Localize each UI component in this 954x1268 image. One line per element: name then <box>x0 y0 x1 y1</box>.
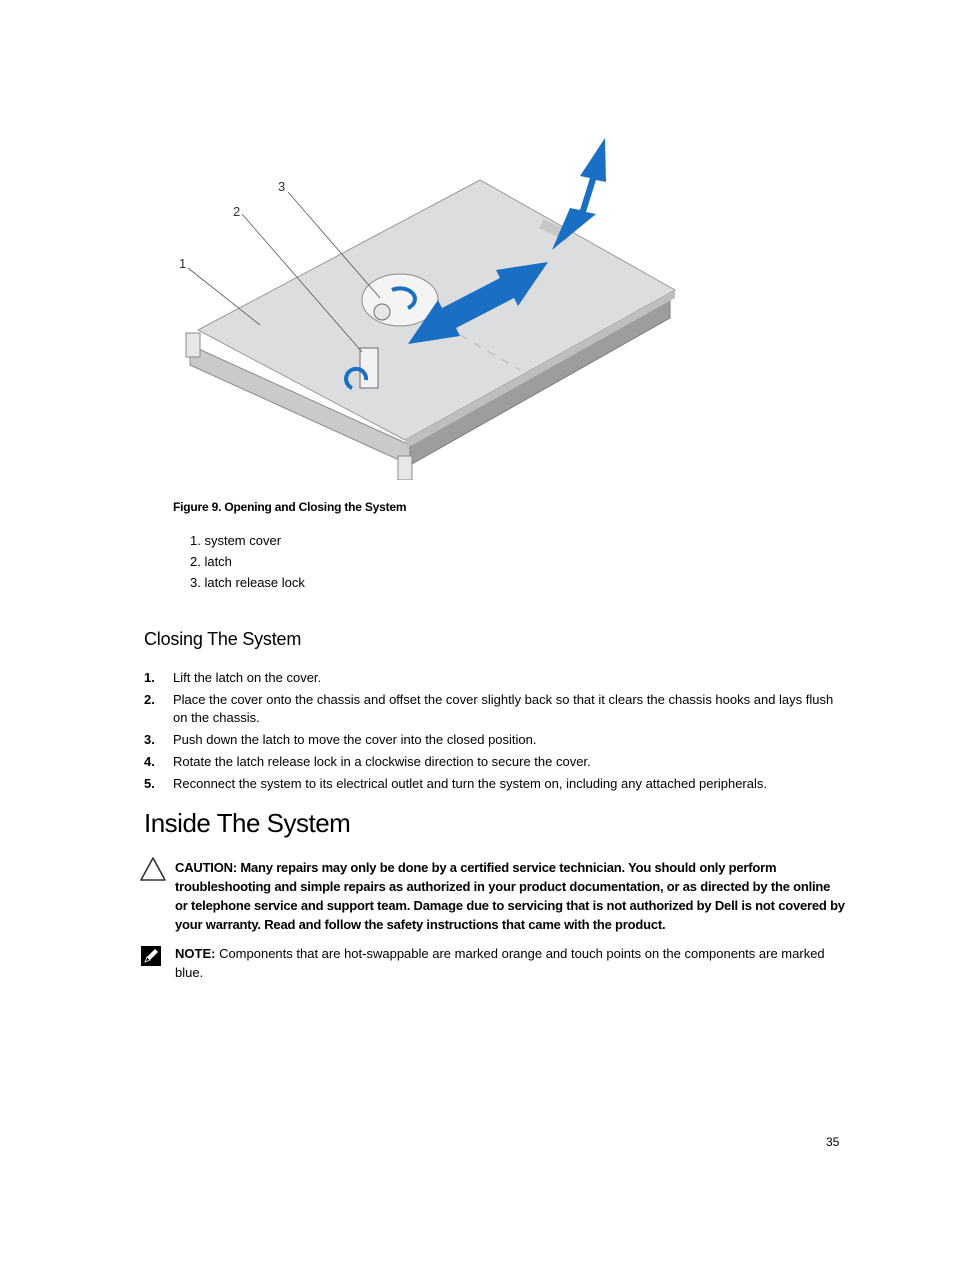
legend-item: 3. latch release lock <box>190 575 305 590</box>
step-number: 3. <box>144 732 155 747</box>
callout-2: 2 <box>233 204 241 219</box>
legend-item: 1. system cover <box>190 533 282 548</box>
closing-steps-list <box>144 669 844 797</box>
inside-heading: Inside The System <box>144 808 351 838</box>
step-text: Rotate the latch release lock in a clockwise direction to secure the cover. <box>173 754 591 769</box>
step-number: 1. <box>144 670 155 685</box>
step-number: 4. <box>144 754 155 769</box>
caution-text: CAUTION: Many repairs may only be done by a certified service technician. You should only perform troubleshooting and simple repairs as authorized in your product documentation, or as directed by the online or telephone service and support team. Damage due to servicing that is not authorized by Dell is not covered by your warranty. Read and follow the safety instructions that came with the product. <box>175 860 845 932</box>
lift-arrow-vertical <box>552 138 606 250</box>
step-text: Lift the latch on the cover. <box>173 670 322 685</box>
list-item <box>144 731 844 749</box>
note-body: Components that are hot-swappable are marked orange and touch points on the components are marked blue. <box>175 946 825 980</box>
list-item <box>144 753 844 771</box>
list-item <box>144 775 844 793</box>
closing-heading: Closing The System <box>144 629 302 649</box>
page-number: 35 <box>826 1135 840 1149</box>
figure-caption: Figure 9. Opening and Closing the System <box>173 500 407 514</box>
list-item <box>144 669 844 687</box>
step-text: Reconnect the system to its electrical outlet and turn the system on, including any attached peripherals. <box>173 776 767 791</box>
step-number: 2. <box>144 692 155 707</box>
callout-3: 3 <box>278 179 286 194</box>
legend-item: 2. latch <box>190 554 232 569</box>
note-label: NOTE: <box>175 946 216 961</box>
figure-legend <box>190 530 305 593</box>
list-item <box>144 691 844 727</box>
note-text <box>175 944 845 982</box>
note-icon <box>140 945 162 967</box>
system-cover-figure <box>170 130 690 480</box>
step-text: Place the cover onto the chassis and offset the cover slightly back so that it clears the chassis hooks and lays flush on the chassis. <box>173 692 834 725</box>
caution-icon <box>139 856 167 882</box>
step-number: 5. <box>144 776 155 791</box>
step-text: Push down the latch to move the cover into the closed position. <box>173 732 537 747</box>
callout-1: 1 <box>179 256 187 271</box>
